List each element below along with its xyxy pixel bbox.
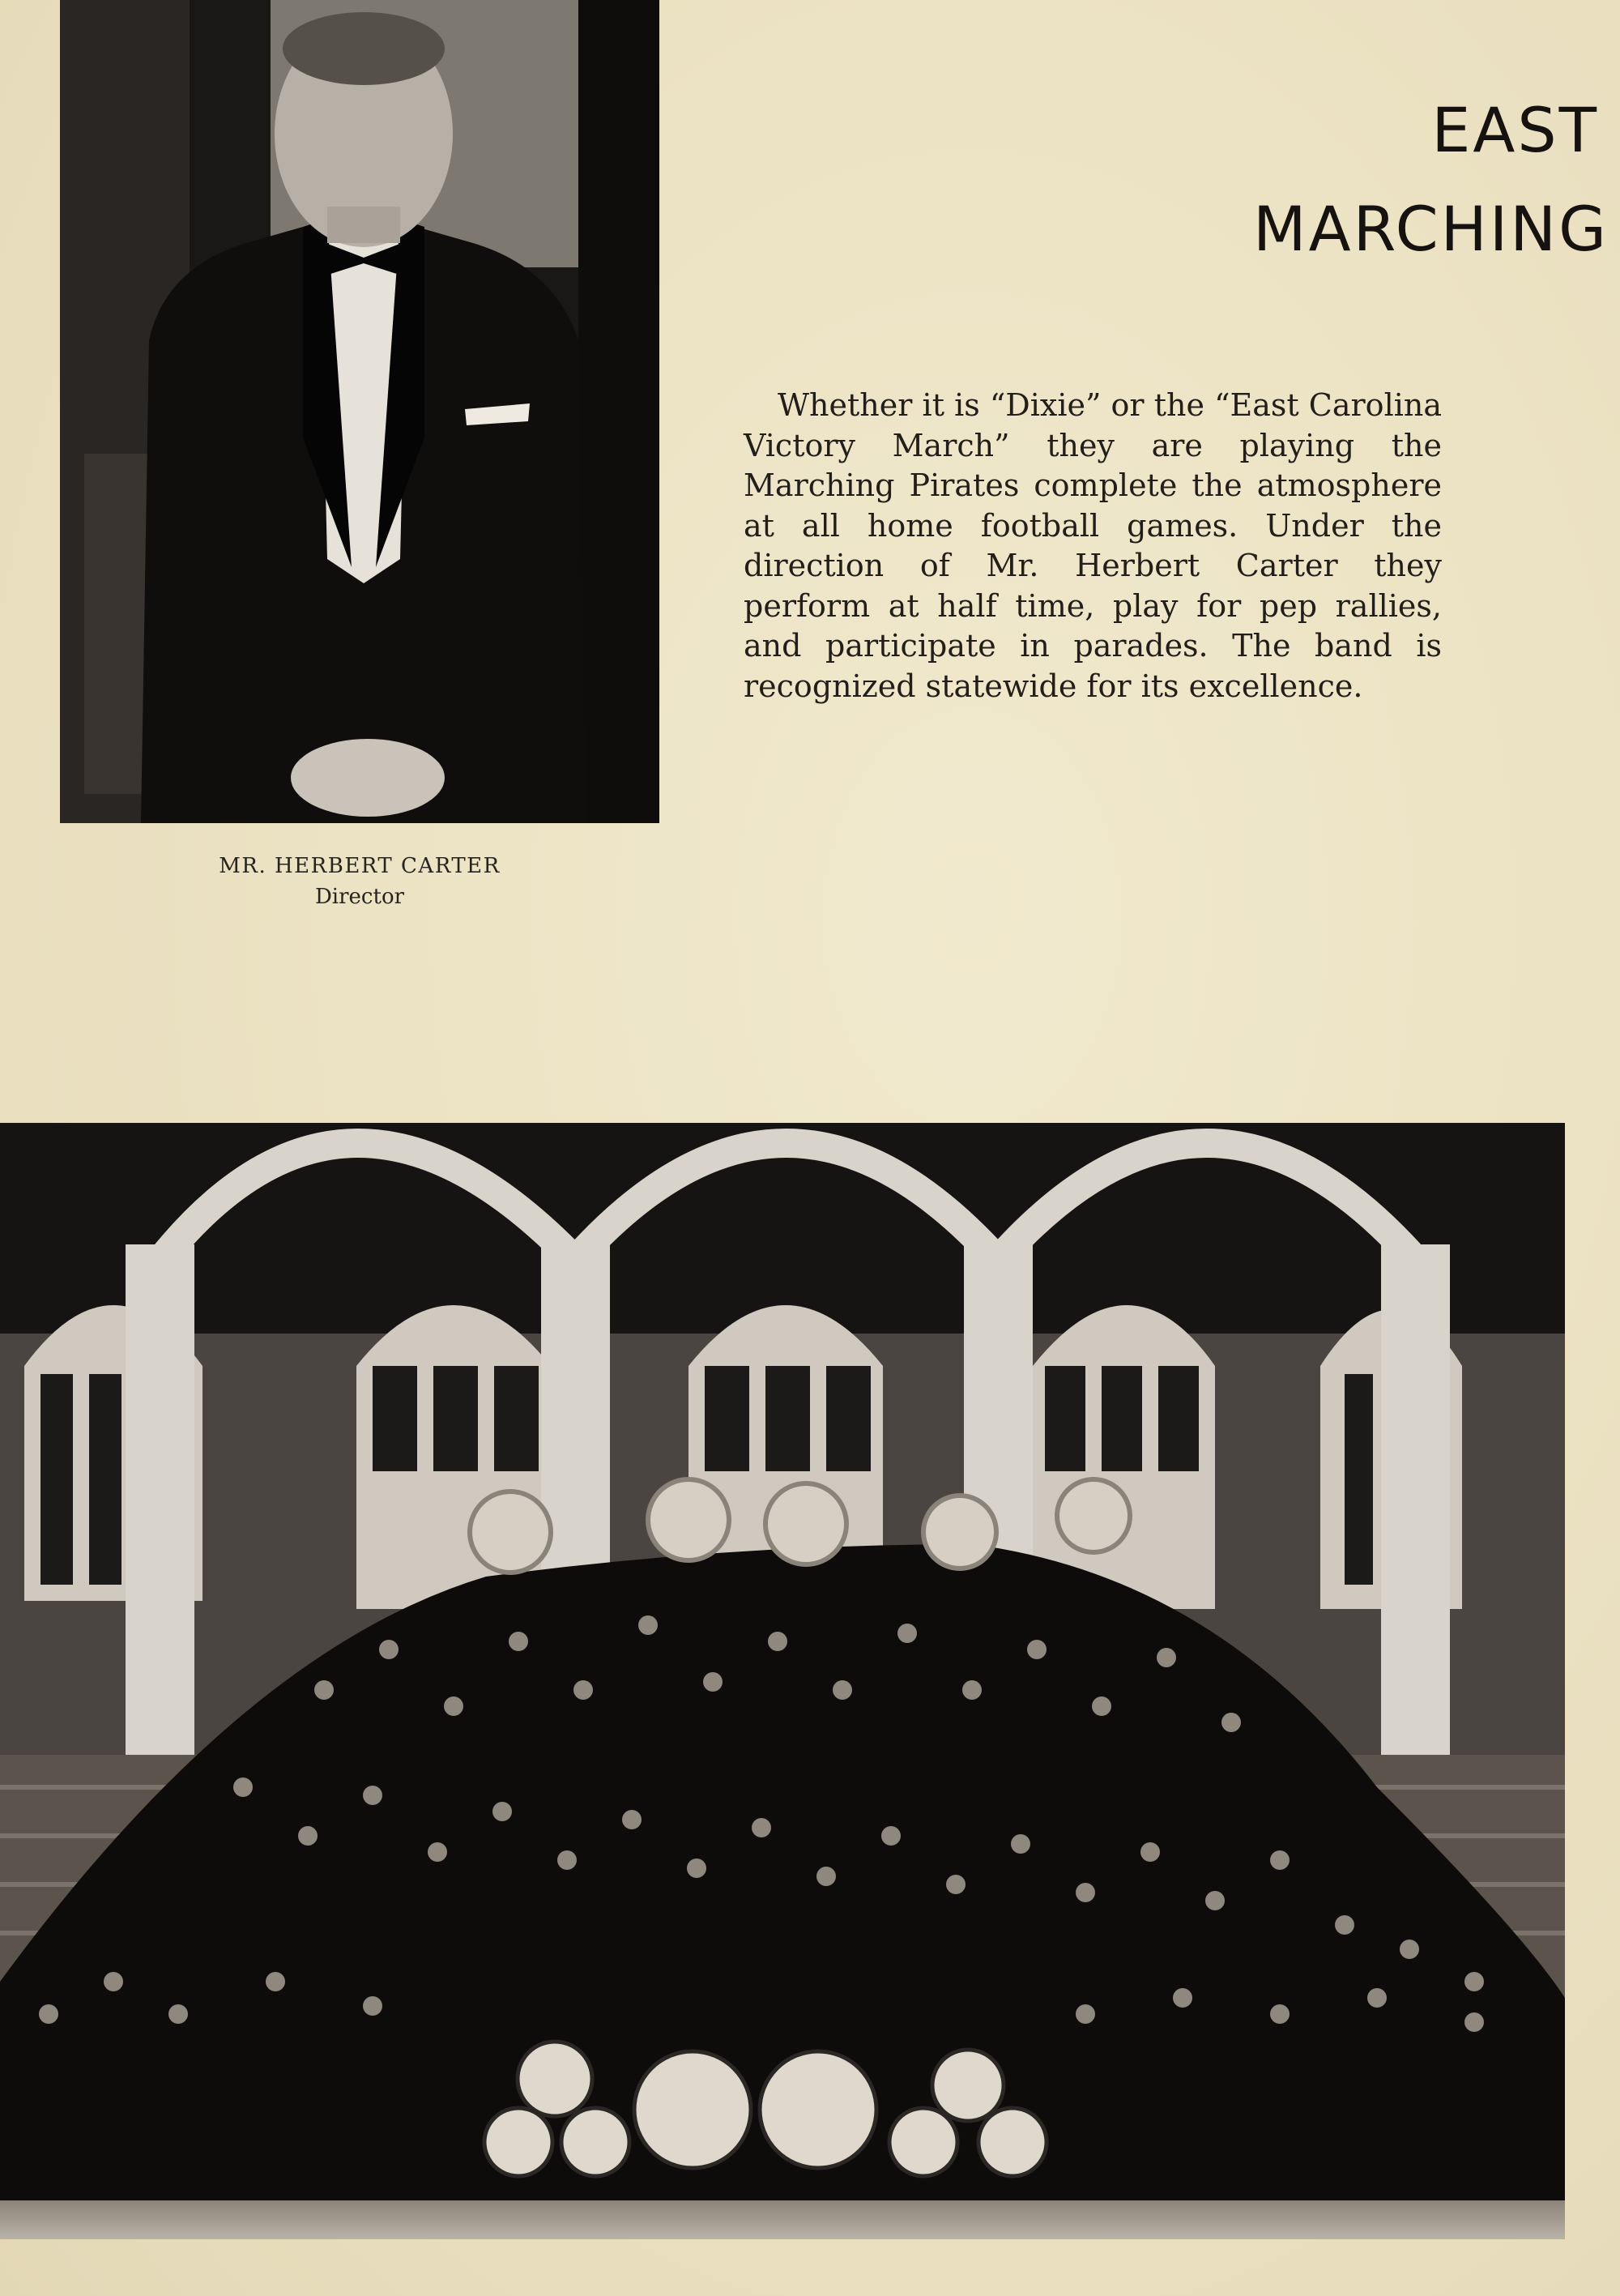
director-portrait-photo	[60, 0, 659, 823]
page-title-line-2: MARCHING	[1253, 193, 1609, 265]
body-paragraph: Whether it is “Dixie” or the “East Carolina Victory March” they are playing the Marching Pirates complete the atmosphere at all home football games. Under the direction of Mr. Herbert Carter they perform at half time, play for pep rallies, and participate in parades. The band is recognized statewide for its excellence.	[744, 387, 1442, 704]
portrait-caption-role: Director	[314, 885, 405, 909]
marching-band-photo	[0, 1123, 1565, 2239]
page-title-line-1: EAST	[1431, 94, 1599, 166]
portrait-caption-name: MR. HERBERT CARTER	[219, 854, 501, 878]
